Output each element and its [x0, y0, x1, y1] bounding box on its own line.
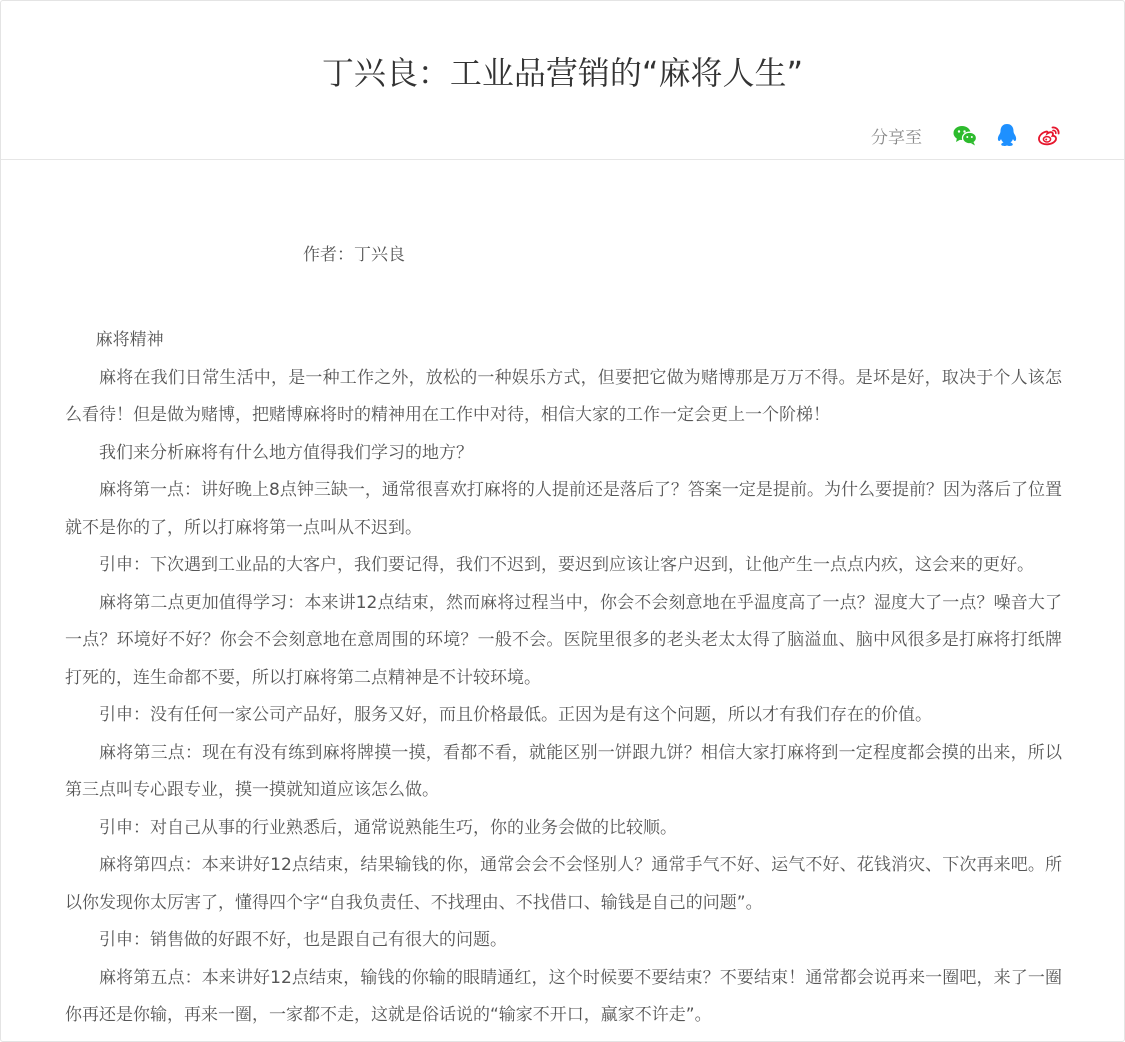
weibo-icon[interactable] — [1036, 122, 1062, 148]
author-line: 作者：丁兴良 — [303, 245, 405, 265]
qq-icon[interactable] — [994, 122, 1020, 148]
spacer — [65, 284, 1062, 322]
share-label: 分享至 — [871, 127, 922, 148]
paragraph: 我们来分析麻将有什么地方值得我们学习的地方？ — [99, 442, 473, 463]
paragraph: 引申：下次遇到工业品的大客户，我们要记得，我们不迟到，要迟到应该让客户迟到，让他产生一点点内疚，这会来的更好。 — [99, 555, 1034, 575]
paragraph: 麻将第四点：本来讲好12点结束，结果输钱的你，通常会会不会怪别人？通常手气不好、运气不好、花钱消灾、下次再来吧。所以你发现你太厉害了，懂得四个字“自我负责任、不找理由、不找借口、输钱是自己的问题”。 — [65, 855, 1062, 913]
paragraph: 引申：销售做的好跟不好，也是跟自己有很大的问题。 — [99, 930, 507, 950]
section-heading: 麻将精神 — [95, 330, 164, 350]
paragraph: 麻将在我们日常生活中，是一种工作之外，放松的一种娱乐方式，但要把它做为赌博那是万万不得。是坏是好，取决于个人该怎么看待！但是做为赌博，把赌博麻将时的精神用在工作中对待，相信大家的工作一定会更上一个阶梯！ — [65, 367, 1062, 425]
paragraph: 麻将第一点：讲好晚上8点钟三缺一，通常很喜欢打麻将的人提前还是落后了？答案一定是提前。为什么要提前？因为落后了位置就不是你的了，所以打麻将第一点叫从不迟到。 — [65, 480, 1062, 538]
paragraph: 引申：没有任何一家公司产品好，服务又好，而且价格最低。正因为是有这个问题，所以才有我们存在的价值。 — [99, 705, 932, 725]
share-bar — [871, 121, 1062, 149]
wechat-icon[interactable] — [952, 122, 978, 148]
article-title: 丁兴良：工业品营销的“麻将人生” — [321, 54, 804, 92]
article-header — [1, 1, 1124, 160]
paragraph: 引申：对自己从事的行业熟悉后，通常说熟能生巧，你的业务会做的比较顺。 — [99, 817, 677, 838]
article-body — [65, 226, 1062, 1035]
paragraph: 麻将第二点更加值得学习：本来讲12点结束，然而麻将过程当中，你会不会刻意地在乎温度高了一点？湿度大了一点？噪音大了一点？环境好不好？你会不会刻意地在意周围的环境？一般不会。医院里很多的老头老太太得了脑溢血、脑中风很多是打麻将打纸牌打死的，连生命都不要，所以打麻将第二点精神是不计较环境。 — [65, 592, 1062, 688]
paragraph: 麻将第三点：现在有没有练到麻将牌摸一摸，看都不看，就能区别一饼跟九饼？相信大家打麻将到一定程度都会摸的出来，所以第三点叫专心跟专业，摸一摸就知道应该怎么做。 — [65, 742, 1062, 800]
paragraph: 麻将第五点：本来讲好12点结束，输钱的你输的眼睛通红，这个时候要不要结束？不要结束！通常都会说再来一圈吧，来了一圈你再还是你输，再来一圈，一家都不走，这就是俗话说的“输家不开口，赢家不许走”。 — [65, 967, 1062, 1025]
